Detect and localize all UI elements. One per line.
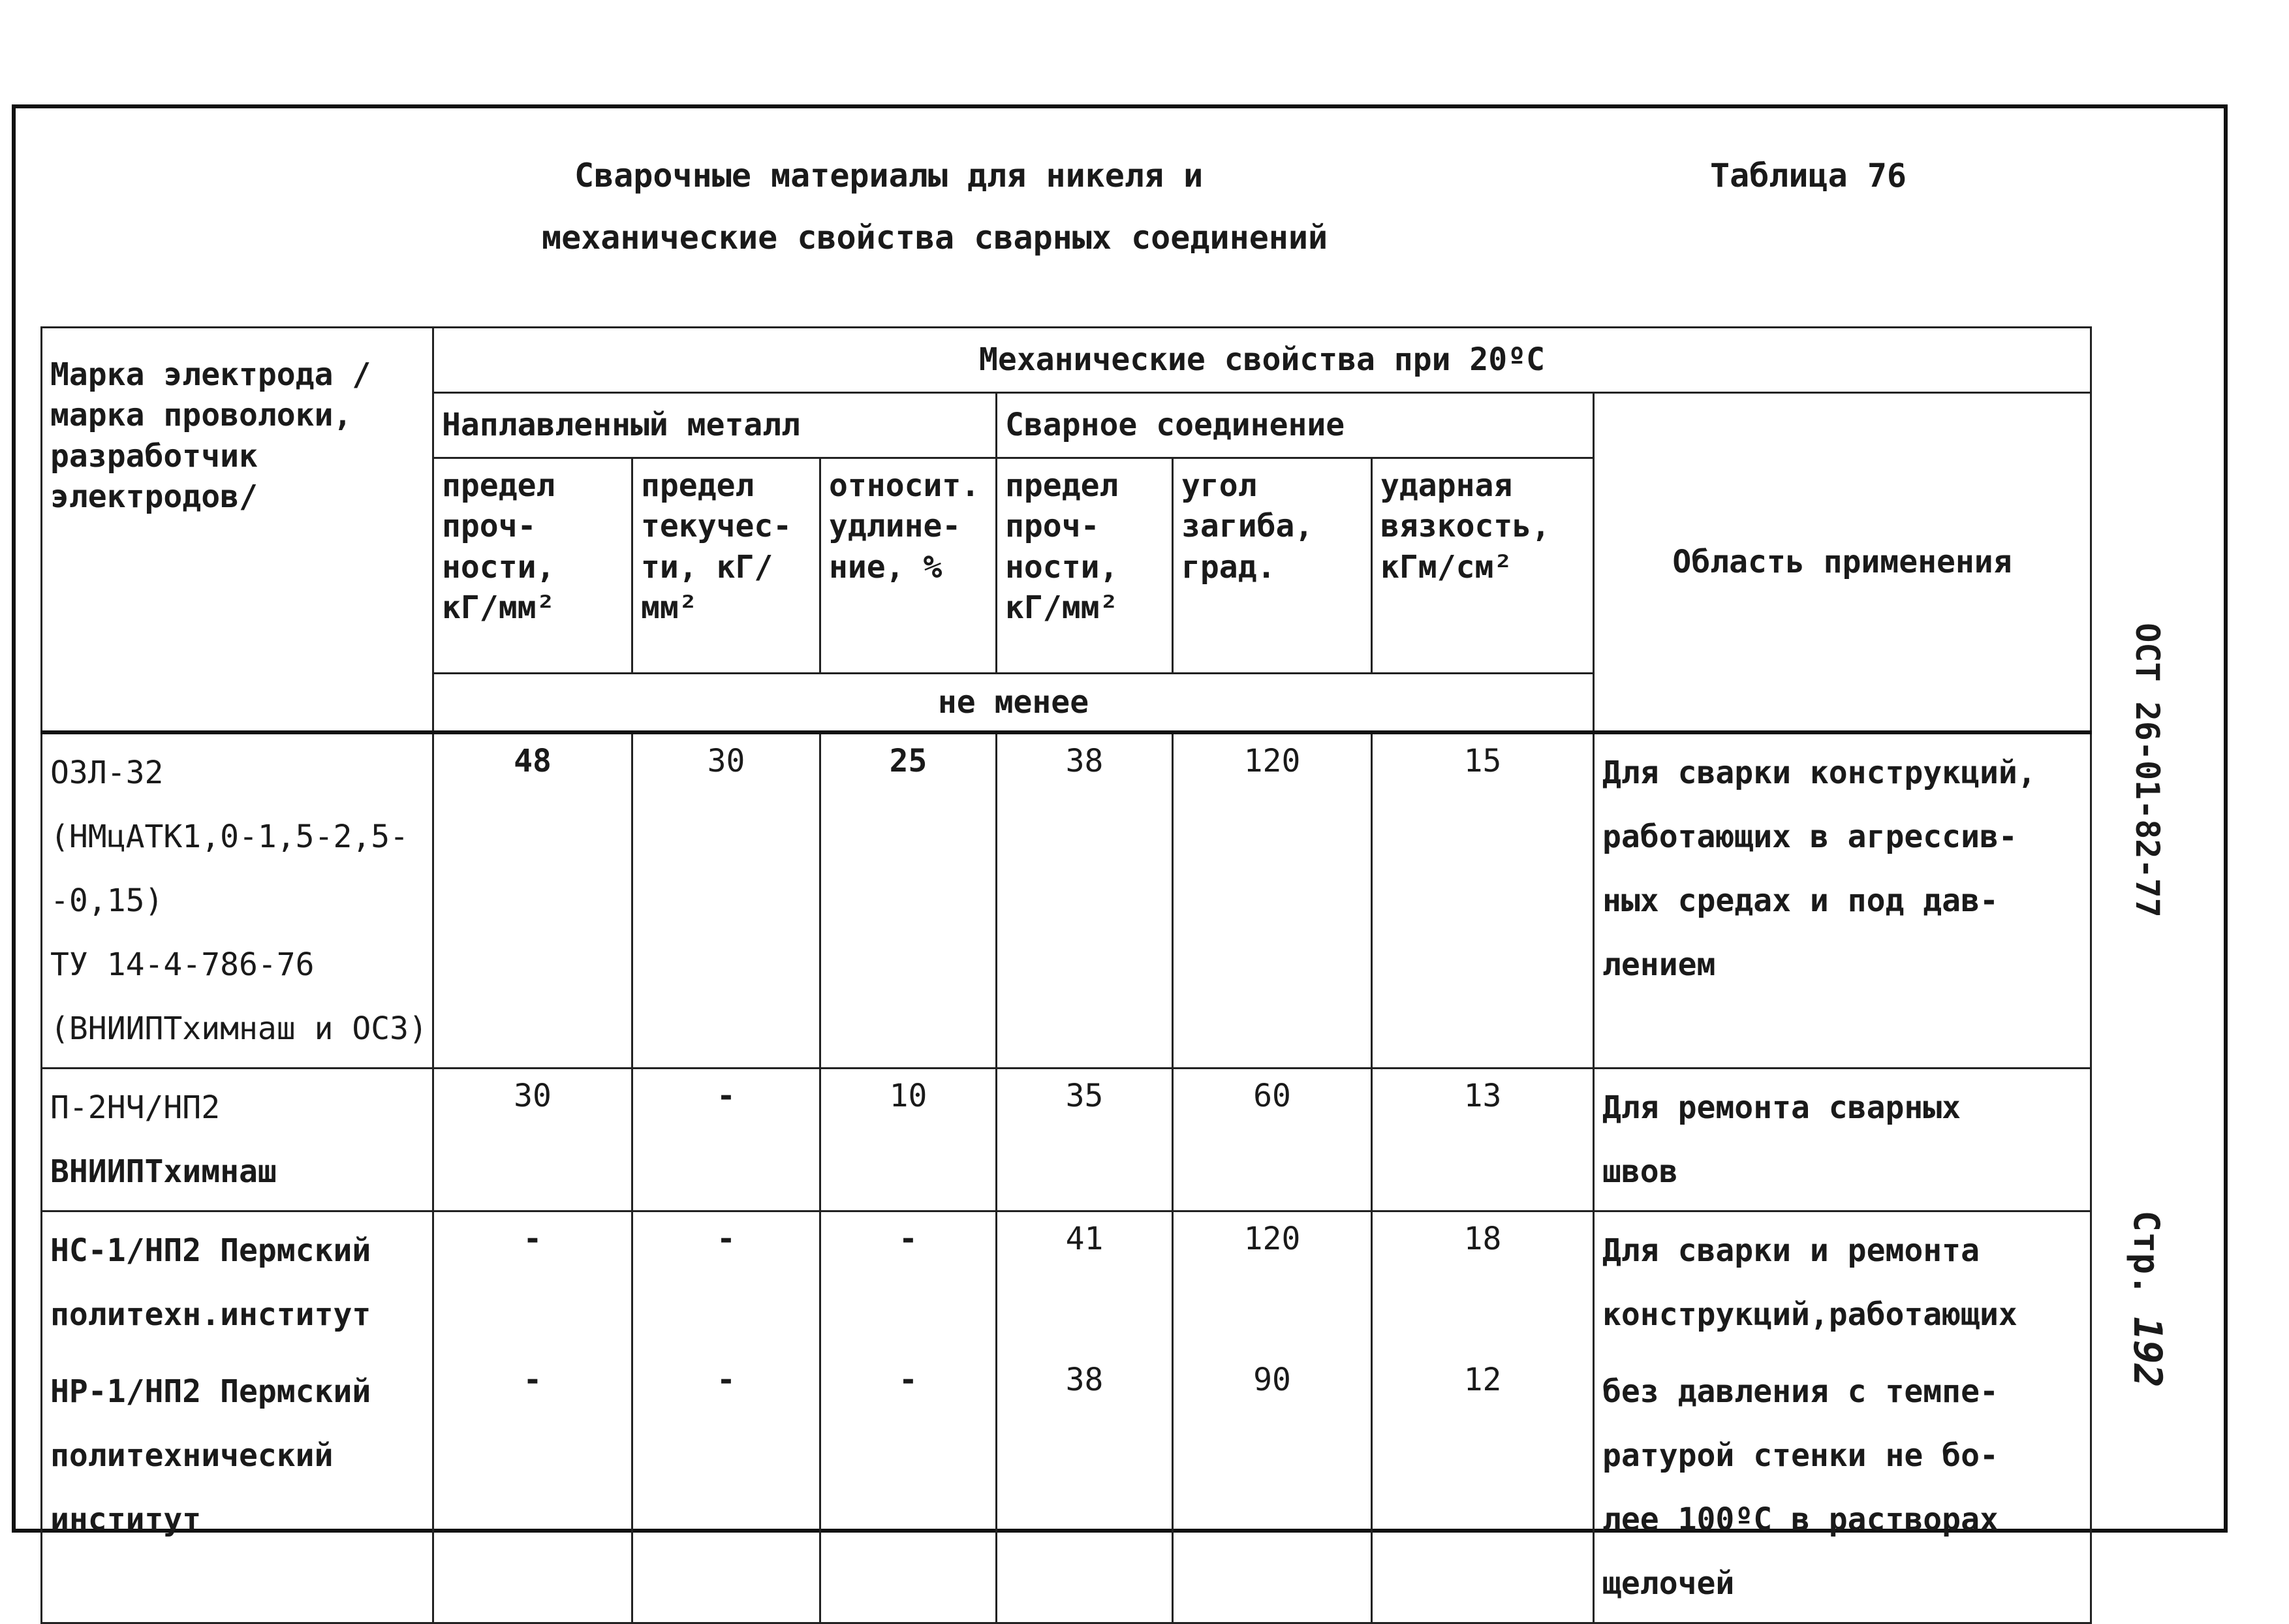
row-3-v4: 41 [997, 1211, 1173, 1353]
header-min: не менее [433, 674, 1594, 732]
row-2-v1: 30 [433, 1068, 632, 1211]
header-c4: предел проч- ности, кГ/мм² [997, 458, 1173, 674]
row-2-area [1594, 1068, 2091, 1211]
header-c5: угол загиба, град. [1173, 458, 1372, 674]
row-3-marka-line: НС-1/НП2 Пермский [50, 1232, 371, 1269]
row-4-area-line: лее 100ºC в растворах [1602, 1501, 1999, 1538]
row-3-v5: 120 [1173, 1211, 1372, 1353]
row-1-marka-line: ТУ 14-4-786-76 [50, 946, 315, 983]
page-number [2125, 1211, 2170, 1388]
row-4-area-line: щелочей [1602, 1565, 1735, 1602]
row-2-area-line: Для ремонта сварных [1602, 1089, 1961, 1126]
title-line-2: механические свойства сварных соединений [542, 219, 1328, 257]
row-3-marka-line: политехн.институт [50, 1296, 371, 1333]
header-weld-metal: Наплавленный металл [433, 393, 997, 458]
row-4-marka-line: политехнический [50, 1437, 334, 1474]
header-c1: предел проч- ности, кГ/мм² [433, 458, 632, 674]
row-3-area [1594, 1211, 2091, 1353]
page-label: Стр. [2126, 1210, 2167, 1296]
row-4-area-line: ратурой стенки не бо- [1602, 1437, 1999, 1474]
row-1-v3: 25 [820, 732, 997, 1069]
row-1-v6: 15 [1372, 732, 1594, 1069]
row-1-marka-line: -0,15) [50, 882, 164, 919]
row-4-area-line: без давления с темпе- [1602, 1373, 1999, 1410]
header-marka: Марка электрода /марка проволоки, разработчик электродов/ [42, 328, 433, 732]
row-1-marka [42, 732, 433, 1069]
row-4-marka-line: НР-1/НП2 Пермский [50, 1373, 371, 1410]
header-c3: относит. удлине- ние, % [820, 458, 997, 674]
row-2-marka-line: ВНИИПТхимнаш [50, 1153, 277, 1190]
row-2-v3: 10 [820, 1068, 997, 1211]
row-1-v5: 120 [1173, 732, 1372, 1069]
row-3-marka [42, 1211, 433, 1353]
document-code: ОСТ 26-01-82-77 [2128, 623, 2166, 918]
row-2-marka [42, 1068, 433, 1211]
row-4-v4: 38 [997, 1353, 1173, 1623]
row-2-v5: 60 [1173, 1068, 1372, 1211]
header-c2: предел текучес- ти, кГ/мм² [632, 458, 820, 674]
row-2-v2: - [632, 1068, 820, 1211]
row-4-v1: - [433, 1353, 632, 1623]
header-mech: Механические свойства при 20ºC [433, 328, 2091, 393]
row-4-v2: - [632, 1353, 820, 1623]
properties-table [40, 326, 2092, 1624]
row-4-v3: - [820, 1353, 997, 1623]
title-line-1: Сварочные материалы для никеля и [574, 157, 1204, 195]
header-area: Область применения [1594, 393, 2091, 732]
row-1-area [1594, 732, 2091, 1069]
row-1-v2: 30 [632, 732, 820, 1069]
header-weld-joint: Сварное соединение [997, 393, 1594, 458]
row-2-area-line: швов [1602, 1153, 1678, 1190]
row-1-marka-line: (НМцАТК1,0-1,5-2,5- [50, 818, 409, 855]
row-1-v1: 48 [433, 732, 632, 1069]
page-no: 192 [2125, 1317, 2170, 1388]
row-4-marka [42, 1353, 433, 1623]
row-1-marka-line: (ВНИИПТхимнаш и ОСЗ) [50, 1010, 428, 1047]
row-3-v2: - [632, 1211, 820, 1353]
row-3-area-line: Для сварки и ремонта [1602, 1232, 1980, 1269]
row-1-area-line: лением [1602, 946, 1716, 983]
row-2-marka-line: П-2НЧ/НП2 [50, 1089, 221, 1126]
row-1-marka-line: ОЗЛ-32 [50, 754, 164, 791]
row-4-v6: 12 [1372, 1353, 1594, 1623]
row-4-area [1594, 1353, 2091, 1623]
row-1-area-line: Для сварки конструкций, [1602, 754, 2036, 791]
row-3-v3: - [820, 1211, 997, 1353]
row-2-v4: 35 [997, 1068, 1173, 1211]
row-1-area-line: ных средах и под дав- [1602, 882, 1999, 919]
row-3-v6: 18 [1372, 1211, 1594, 1353]
row-4-v5: 90 [1173, 1353, 1372, 1623]
row-1-v4: 38 [997, 732, 1173, 1069]
row-3-v1: - [433, 1211, 632, 1353]
table-number: Таблица 76 [1710, 157, 1907, 195]
header-c6: ударная вязкость, кГм/см² [1372, 458, 1594, 674]
row-3-area-line: конструкций,работающих [1602, 1296, 2017, 1333]
row-4-marka-line: институт [50, 1501, 202, 1538]
row-2-v6: 13 [1372, 1068, 1594, 1211]
row-1-area-line: работающих в агрессив- [1602, 818, 2017, 855]
